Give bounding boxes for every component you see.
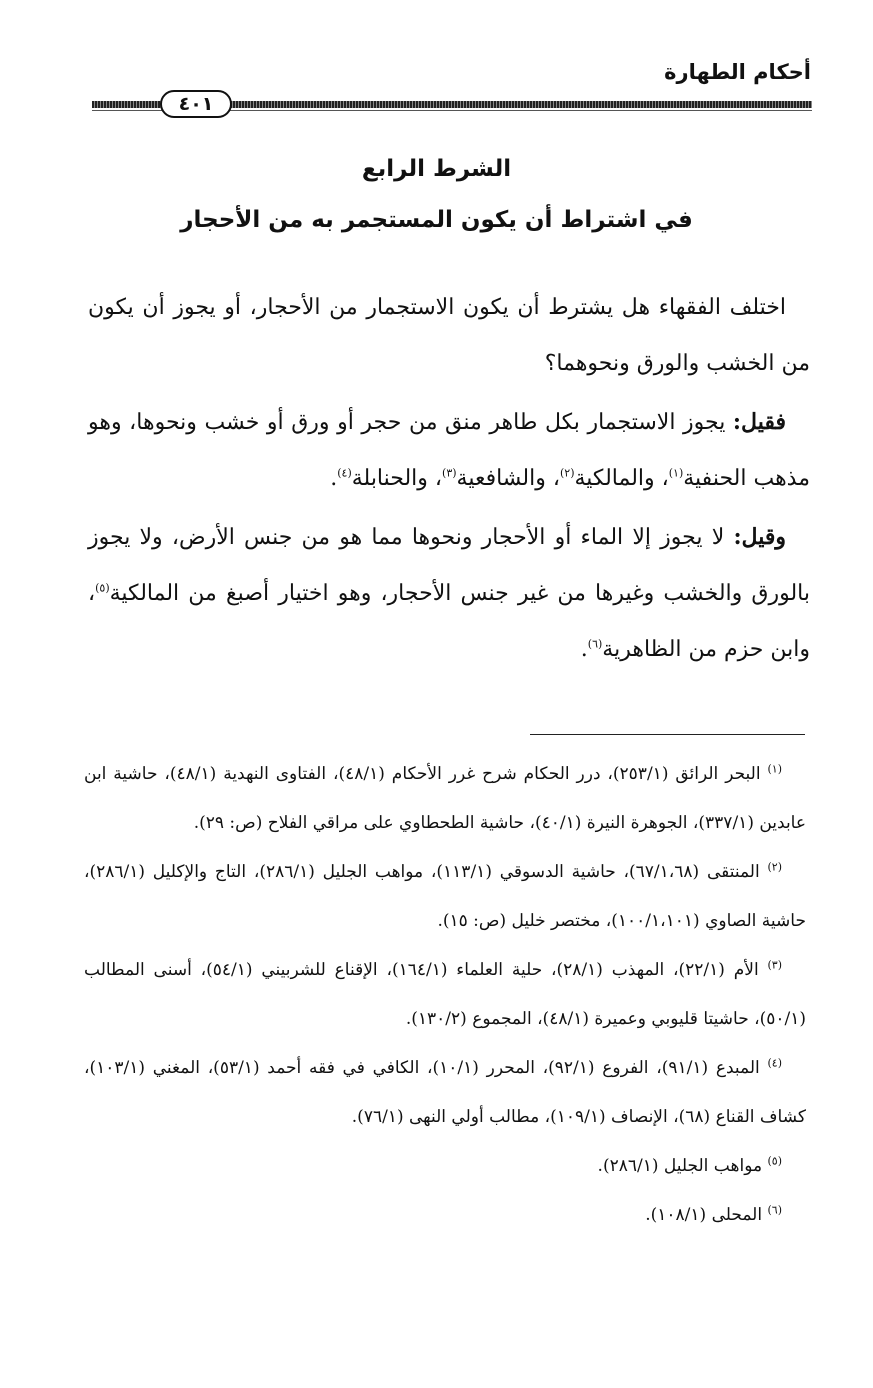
page-number: ٤٠١ — [160, 90, 232, 118]
paragraph-text: لا يجوز إلا الماء أو الأحجار ونحوها مما هو من جنس الأرض، ولا يجوز بالورق والخشب وغيرها من غير جنس الأحجار، وهو اختيار أصبغ من المالكية — [88, 525, 810, 606]
footnote-3 — [84, 946, 806, 1044]
footnote-5 — [84, 1142, 806, 1191]
paragraph-text: . — [580, 637, 588, 662]
footnote-text: المبدع (٩١/١)، الفروع (٩٢/١)، المحرر (١٠/١)، الكافي في فقه أحمد (٥٣/١)، المغني (١٠٣/١)، كشاف القناع (٦٨)، الإنصاف (١٠٩/١)، مطالب أولي النهى (٧٦/١). — [84, 1058, 806, 1127]
paragraph-lead: فقيل: — [732, 409, 786, 435]
footnote-number: (٢) — [767, 860, 782, 874]
paragraph-lead: وقيل: — [733, 524, 786, 550]
footnote-text: الأم (٢٢/١)، المهذب (٢٨/١)، حلية العلماء (١٦٤/١)، الإقناع للشربيني (٥٤/١)، أسنى المطالب (٥٠/١)، حاشيتا قليوبي وعميرة (٤٨/١)، المجموع (١٣٠/٢). — [84, 960, 806, 1029]
footnote-number: (٦) — [767, 1203, 782, 1217]
footnote-text: المحلى (١٠٨/١). — [645, 1205, 768, 1225]
paragraph-text: ، والمالكية — [574, 466, 669, 491]
paragraph-text: اختلف الفقهاء هل يشترط أن يكون الاستجمار من الأحجار، أو يجوز أن يكون من الخشب والورق ونحوهما؟ — [88, 295, 810, 376]
section-subtitle: في اشتراط أن يكون المستجمر به من الأحجار — [180, 207, 693, 233]
paragraph-2 — [88, 394, 810, 507]
paragraph-3 — [88, 509, 810, 678]
paragraph-text: ، والحنابلة — [351, 466, 443, 491]
footnote-2 — [84, 848, 806, 946]
footnote-marker: (٥) — [95, 581, 110, 595]
paragraph-text: ، وابن حزم من الظاهرية — [88, 581, 810, 662]
footnote-marker: (٤) — [337, 466, 352, 480]
paragraph-text: . — [330, 466, 338, 491]
running-title: أحكام الطهارة — [664, 60, 811, 84]
footnote-text: البحر الرائق (٢٥٣/١)، درر الحكام شرح غرر الأحكام (٤٨/١)، الفتاوى النهدية (٤٨/١)، حاشية ابن عابدين (٣٣٧/١)، الجوهرة النيرة (٤٠/١)، حاشية الطحطاوي على مراقي الفلاح (ص: ٢٩). — [84, 764, 806, 833]
footnotes — [84, 750, 806, 1240]
body-text — [88, 280, 810, 680]
paragraph-text: يجوز الاستجمار بكل طاهر منق من حجر أو ورق أو خشب ونحوها، وهو مذهب الحنفية — [88, 410, 810, 491]
footnote-number: (٥) — [767, 1154, 782, 1168]
footnote-number: (٤) — [767, 1056, 782, 1070]
footnote-number: (١) — [767, 762, 783, 776]
paragraph-text: ، والشافعية — [456, 466, 560, 491]
footnote-4 — [84, 1044, 806, 1142]
section-title: الشرط الرابع — [361, 156, 512, 182]
footnote-1 — [84, 750, 806, 848]
footnote-text: المنتقى (٦٧/١،٦٨)، حاشية الدسوقي (١١٣/١)، مواهب الجليل (٢٨٦/١)، التاج والإكليل (٢٨٦/١)، حاشية الصاوي (١٠٠/١،١٠١)، مختصر خليل (ص: ١٥). — [84, 862, 806, 931]
footnote-6 — [84, 1191, 806, 1240]
footnote-number: (٣) — [767, 958, 782, 972]
footnote-marker: (١) — [668, 466, 684, 480]
footnote-separator — [530, 734, 805, 735]
footnote-marker: (٦) — [587, 637, 603, 651]
paragraph-1 — [88, 280, 810, 392]
footnote-marker: (٢) — [559, 466, 575, 480]
footnote-marker: (٣) — [442, 466, 457, 480]
footnote-text: مواهب الجليل (٢٨٦/١). — [597, 1156, 768, 1176]
